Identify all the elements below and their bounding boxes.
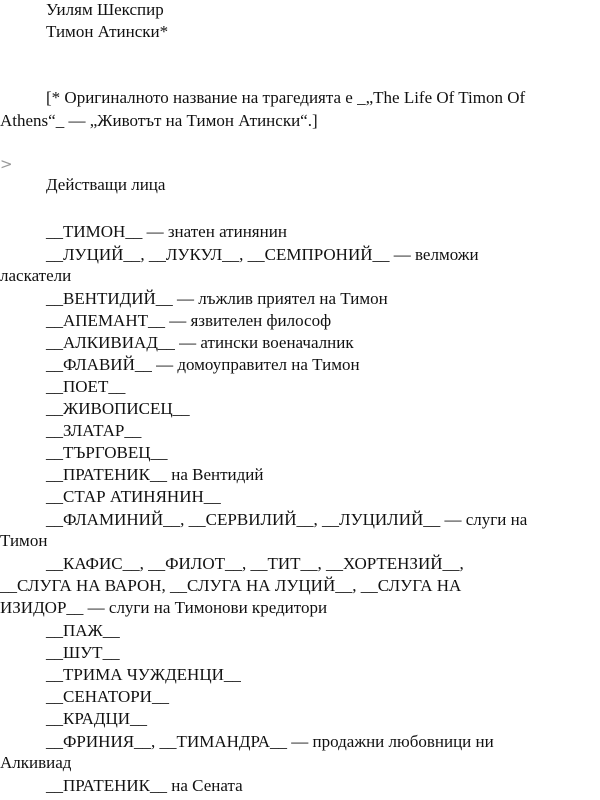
author-name: Уилям Шекспир [46,0,164,19]
cast-item-messenger-ventidius: __ПРАТЕНИК__ на Вентидий [46,465,264,484]
cast-item-painter: __ЖИВОПИСЕЦ__ [46,399,190,418]
section-heading: Действащи лица [46,175,166,194]
footnote-line-1: [* Оригиналното название на трагедията е _„The Life Of Timon Of [46,88,526,107]
cast-item-strangers: __ТРИМА ЧУЖДЕНЦИ__ [46,665,241,684]
footnote-line-2: Athens“_ — „Животът на Тимон Атински“.] [0,111,318,130]
cast-item-creditors-cont: __СЛУГА НА ВАРОН, __СЛУГА НА ЛУЦИЙ__, __СЛУГА НА [0,576,462,595]
cast-item-jeweller: __ЗЛАТАР__ [46,421,142,440]
cast-item-servants: __ФЛАМИНИЙ__, __СЕРВИЛИЙ__, __ЛУЦИЛИЙ__ — слуги на [46,510,528,529]
quote-marker: > [0,155,13,173]
cast-item-alcibiades: __АЛКИВИАД__ — атински военачалник [46,333,354,352]
cast-item-lords: __ЛУЦИЙ__, __ЛУКУЛ__, __СЕМПРОНИЙ__ — велможи [46,245,479,264]
cast-item-flavius: __ФЛАВИЙ__ — домоуправител на Тимон [46,355,360,374]
cast-item-old-athenian: __СТАР АТИНЯНИН__ [46,487,221,506]
cast-item-creditors: __КАФИС__, __ФИЛОТ__, __ТИТ__, __ХОРТЕНЗИЙ__, [46,554,464,573]
cast-item-poet: __ПОЕТ__ [46,377,126,396]
cast-item-servants-cont: Тимон [0,531,48,550]
cast-item-mistresses-cont: Алкивиад [0,753,72,772]
cast-item-ventidius: __ВЕНТИДИЙ__ — лъжлив приятел на Тимон [46,289,388,308]
cast-item-messenger-senate: __ПРАТЕНИК__ на Сената [46,776,243,795]
cast-item-mistresses: __ФРИНИЯ__, __ТИМАНДРА__ — продажни любовници ни [46,732,494,751]
cast-item-page: __ПАЖ__ [46,621,120,640]
cast-item-fool: __ШУТ__ [46,643,120,662]
cast-item-merchant: __ТЪРГОВЕЦ__ [46,443,168,462]
play-title: Тимон Атински* [46,22,169,41]
cast-item-apemantus: __АПЕМАНТ__ — язвителен философ [46,311,332,330]
cast-item-senators: __СЕНАТОРИ__ [46,687,169,706]
cast-item-creditors-cont2: ИЗИДОР__ — слуги на Тимонови кредитори [0,598,328,617]
cast-item-thieves: __КРАДЦИ__ [46,709,148,728]
cast-item-timon: __ТИМОН__ — знатен атинянин [46,222,287,241]
cast-item-lords-cont: ласкатели [0,266,72,285]
